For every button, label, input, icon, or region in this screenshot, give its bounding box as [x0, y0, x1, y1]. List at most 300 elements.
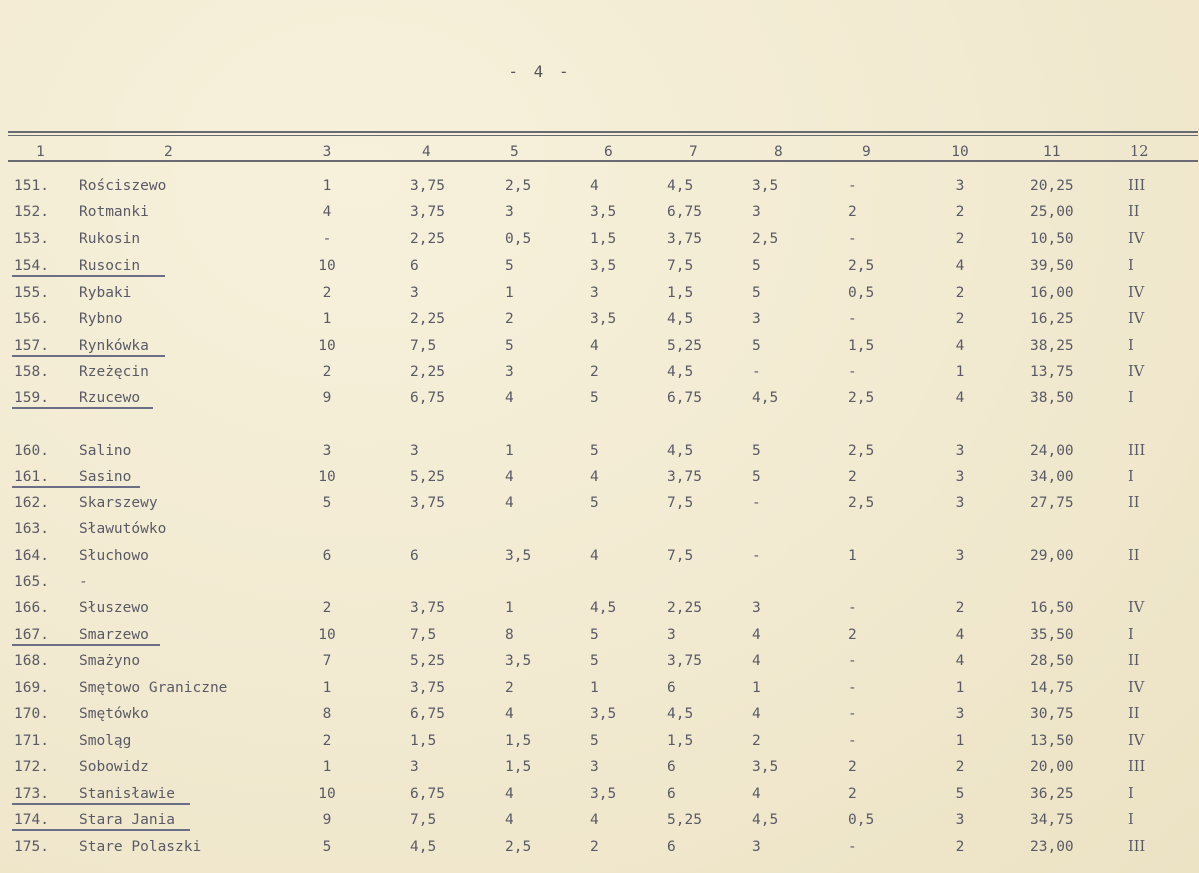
row-number: 153. [14, 231, 49, 247]
place-name: Rościszewo [79, 178, 167, 194]
place-name: Stanisławie [79, 786, 176, 802]
col-7-value: 4,5 [667, 178, 694, 194]
col-5-value: 2,5 [505, 178, 532, 194]
column-header: 2 [164, 144, 173, 160]
col-6-value: 4 [590, 548, 599, 564]
col-10-value: 4 [955, 258, 965, 274]
col-5-value: 3,5 [505, 653, 532, 669]
col-6-value: 3,5 [590, 258, 617, 274]
col-8-value: 5 [752, 285, 761, 301]
col-9-value: 2 [848, 759, 857, 775]
row-underline [12, 829, 190, 831]
col-9-value: 2,5 [848, 258, 875, 274]
col-5-value: 0,5 [505, 231, 532, 247]
row-underline [12, 803, 190, 805]
row-number: 168. [14, 653, 49, 669]
col-10-value: 2 [955, 231, 965, 247]
col-3-value: 1 [322, 311, 332, 327]
col-3-value: 10 [318, 338, 336, 354]
table-row [0, 361, 1199, 385]
row-number: 157. [14, 338, 49, 354]
col-5-value: 2,5 [505, 839, 532, 855]
col-5-value: 4 [505, 706, 514, 722]
col-10-value: 3 [955, 495, 965, 511]
col-6-value: 5 [590, 443, 599, 459]
col-4-value: 5,25 [410, 469, 445, 485]
col-5-value: 4 [505, 812, 514, 828]
table-row [0, 255, 1199, 279]
col-9-value: 1,5 [848, 338, 875, 354]
col-10-value: 1 [955, 733, 965, 749]
table-row [0, 440, 1199, 464]
col-8-value: 3 [752, 204, 761, 220]
col-6-value: 4 [590, 469, 599, 485]
col-4-value: 6,75 [410, 786, 445, 802]
col-3-value: 1 [322, 759, 332, 775]
row-number: 167. [14, 627, 49, 643]
table-row [0, 228, 1199, 252]
column-header: 6 [604, 144, 613, 160]
place-name: Smoląg [79, 733, 132, 749]
col-6-value: 5 [590, 653, 599, 669]
col-8-value: 5 [752, 258, 761, 274]
col-11-total: 38,25 [1030, 338, 1074, 354]
col-9-value: - [848, 311, 857, 327]
place-name: Rzeżęcin [79, 364, 149, 380]
row-number: 156. [14, 311, 49, 327]
col-6-value: 5 [590, 733, 599, 749]
col-8-value: 3,5 [752, 178, 779, 194]
col-7-value: 3 [667, 627, 676, 643]
col-5-value: 8 [505, 627, 514, 643]
col-6-value: 3,5 [590, 311, 617, 327]
place-name: Smętówko [79, 706, 149, 722]
col-8-value: 4 [752, 653, 761, 669]
col-7-value: 1,5 [667, 733, 694, 749]
col-8-value: - [752, 364, 761, 380]
col-11-total: 13,75 [1030, 364, 1074, 380]
col-7-value: 6 [667, 680, 676, 696]
col-6-value: 5 [590, 390, 599, 406]
col-4-value: 4,5 [410, 839, 437, 855]
place-name: Smętowo Graniczne [79, 680, 228, 696]
table-row [0, 783, 1199, 807]
col-7-value: 5,25 [667, 338, 702, 354]
col-9-value: - [848, 839, 857, 855]
col-3-value: - [322, 231, 332, 247]
table-row [0, 466, 1199, 490]
col-10-value: 2 [955, 285, 965, 301]
column-header: 8 [774, 144, 783, 160]
table-row [0, 518, 1199, 542]
col-3-value: 1 [322, 680, 332, 696]
col-4-value: 1,5 [410, 733, 437, 749]
col-9-value: 2 [848, 469, 857, 485]
col-5-value: 1,5 [505, 759, 532, 775]
table-header-rule [8, 160, 1198, 162]
col-6-value: 2 [590, 839, 599, 855]
col-8-value: 4,5 [752, 812, 779, 828]
place-name: Słuszewo [79, 600, 149, 616]
col-3-value: 4 [322, 204, 332, 220]
col-4-value: 3 [410, 285, 419, 301]
col-4-value: 2,25 [410, 231, 445, 247]
place-name: Rybaki [79, 285, 132, 301]
col-4-value: 2,25 [410, 311, 445, 327]
col-6-value: 3,5 [590, 204, 617, 220]
col-10-value: 2 [955, 204, 965, 220]
col-6-value: 4 [590, 812, 599, 828]
col-10-value: 2 [955, 311, 965, 327]
col-10-value: 4 [955, 338, 965, 354]
page-number: - 4 - [508, 62, 572, 81]
col-12-class: I [1128, 338, 1134, 354]
col-3-value: 7 [322, 653, 332, 669]
col-12-class: I [1128, 627, 1134, 643]
col-5-value: 3 [505, 364, 514, 380]
col-6-value: 4,5 [590, 600, 617, 616]
col-6-value: 5 [590, 627, 599, 643]
col-8-value: 5 [752, 443, 761, 459]
col-6-value: 1 [590, 680, 599, 696]
col-8-value: 4 [752, 786, 761, 802]
col-10-value: 1 [955, 680, 965, 696]
col-3-value: 9 [322, 812, 332, 828]
col-9-value: 2 [848, 627, 857, 643]
table-row [0, 492, 1199, 516]
col-3-value: 9 [322, 390, 332, 406]
col-3-value: 2 [322, 285, 332, 301]
col-10-value: 3 [955, 443, 965, 459]
col-6-value: 3 [590, 759, 599, 775]
col-12-class: II [1128, 706, 1140, 722]
col-11-total: 24,00 [1030, 443, 1074, 459]
col-12-class: I [1128, 812, 1134, 828]
col-7-value: 7,5 [667, 258, 694, 274]
col-9-value: 2,5 [848, 443, 875, 459]
row-number: 169. [14, 680, 49, 696]
col-4-value: 7,5 [410, 627, 437, 643]
row-number: 161. [14, 469, 49, 485]
table-row [0, 175, 1199, 199]
col-11-total: 16,25 [1030, 311, 1074, 327]
column-header: 12 [1130, 144, 1149, 160]
col-8-value: 3 [752, 600, 761, 616]
col-12-class: III [1128, 839, 1146, 855]
col-4-value: 3 [410, 443, 419, 459]
col-3-value: 2 [322, 733, 332, 749]
col-5-value: 1,5 [505, 733, 532, 749]
col-11-total: 27,75 [1030, 495, 1074, 511]
col-5-value: 2 [505, 680, 514, 696]
column-header: 3 [322, 144, 332, 160]
col-3-value: 8 [322, 706, 332, 722]
col-5-value: 5 [505, 338, 514, 354]
col-10-value: 5 [955, 786, 965, 802]
row-number: 165. [14, 574, 49, 590]
col-7-value: 3,75 [667, 653, 702, 669]
col-11-total: 14,75 [1030, 680, 1074, 696]
col-11-total: 38,50 [1030, 390, 1074, 406]
col-12-class: II [1128, 653, 1140, 669]
row-number: 171. [14, 733, 49, 749]
col-3-value: 10 [318, 786, 336, 802]
col-12-class: IV [1128, 600, 1145, 616]
col-10-value: 4 [955, 390, 965, 406]
place-name: Stara Jania [79, 812, 176, 828]
col-5-value: 4 [505, 390, 514, 406]
col-9-value: 2 [848, 204, 857, 220]
col-7-value: 7,5 [667, 548, 694, 564]
col-9-value: - [848, 178, 857, 194]
col-10-value: 4 [955, 627, 965, 643]
place-name: Skarszewy [79, 495, 158, 511]
row-number: 154. [14, 258, 49, 274]
col-9-value: 0,5 [848, 285, 875, 301]
col-6-value: 3,5 [590, 706, 617, 722]
col-9-value: - [848, 364, 857, 380]
col-8-value: 4 [752, 706, 761, 722]
row-number: 174. [14, 812, 49, 828]
place-name: Sasino [79, 469, 132, 485]
table-row [0, 677, 1199, 701]
col-12-class: I [1128, 469, 1134, 485]
row-number: 172. [14, 759, 49, 775]
col-7-value: 7,5 [667, 495, 694, 511]
col-11-total: 35,50 [1030, 627, 1074, 643]
col-7-value: 4,5 [667, 706, 694, 722]
place-name: Rynkówka [79, 338, 149, 354]
col-3-value: 3 [322, 443, 332, 459]
col-3-value: 6 [322, 548, 332, 564]
column-header: 10 [951, 144, 969, 160]
col-7-value: 6,75 [667, 204, 702, 220]
col-7-value: 6 [667, 839, 676, 855]
col-12-class: III [1128, 759, 1146, 775]
row-underline [12, 407, 153, 409]
col-7-value: 4,5 [667, 443, 694, 459]
table-row [0, 571, 1199, 595]
col-5-value: 4 [505, 786, 514, 802]
col-8-value: 2,5 [752, 231, 779, 247]
row-number: 173. [14, 786, 49, 802]
col-12-class: IV [1128, 311, 1145, 327]
col-3-value: 5 [322, 839, 332, 855]
col-10-value: 3 [955, 548, 965, 564]
place-name: Rybno [79, 311, 123, 327]
col-5-value: 5 [505, 258, 514, 274]
col-11-total: 10,50 [1030, 231, 1074, 247]
col-12-class: II [1128, 204, 1140, 220]
table-row [0, 836, 1199, 860]
place-name: Rusocin [79, 258, 141, 274]
col-9-value: - [848, 680, 857, 696]
col-4-value: 3,75 [410, 495, 445, 511]
col-11-total: 39,50 [1030, 258, 1074, 274]
col-4-value: 3,75 [410, 178, 445, 194]
col-7-value: 4,5 [667, 311, 694, 327]
col-12-class: I [1128, 786, 1134, 802]
place-name: - [79, 574, 88, 590]
table-row [0, 201, 1199, 225]
col-12-class: IV [1128, 285, 1145, 301]
col-5-value: 1 [505, 285, 514, 301]
row-number: 159. [14, 390, 49, 406]
col-4-value: 6 [410, 548, 419, 564]
col-11-total: 23,00 [1030, 839, 1074, 855]
col-3-value: 5 [322, 495, 332, 511]
table-row [0, 730, 1199, 754]
row-number: 162. [14, 495, 49, 511]
col-4-value: 5,25 [410, 653, 445, 669]
col-10-value: 2 [955, 759, 965, 775]
col-6-value: 5 [590, 495, 599, 511]
col-12-class: III [1128, 178, 1146, 194]
row-number: 163. [14, 521, 49, 537]
row-underline [12, 355, 165, 357]
col-7-value: 2,25 [667, 600, 702, 616]
place-name: Smażyno [79, 653, 141, 669]
col-5-value: 1 [505, 443, 514, 459]
column-header: 1 [36, 144, 45, 160]
col-6-value: 4 [590, 178, 599, 194]
col-8-value: 5 [752, 469, 761, 485]
col-10-value: 2 [955, 600, 965, 616]
place-name: Sobowidz [79, 759, 149, 775]
col-11-total: 16,50 [1030, 600, 1074, 616]
col-4-value: 3 [410, 759, 419, 775]
col-12-class: IV [1128, 733, 1145, 749]
col-8-value: 5 [752, 338, 761, 354]
row-number: 158. [14, 364, 49, 380]
col-10-value: 3 [955, 706, 965, 722]
col-8-value: 4 [752, 627, 761, 643]
col-4-value: 6 [410, 258, 419, 274]
col-4-value: 7,5 [410, 812, 437, 828]
col-12-class: II [1128, 548, 1140, 564]
col-7-value: 3,75 [667, 469, 702, 485]
row-number: 175. [14, 839, 49, 855]
table-row [0, 597, 1199, 621]
row-underline [12, 486, 140, 488]
table-row [0, 756, 1199, 780]
col-3-value: 10 [318, 627, 336, 643]
col-11-total: 20,25 [1030, 178, 1074, 194]
row-underline [12, 644, 160, 646]
row-number: 152. [14, 204, 49, 220]
col-8-value: 2 [752, 733, 761, 749]
col-3-value: 1 [322, 178, 332, 194]
table-top-rule-thin [8, 135, 1198, 136]
column-header: 5 [510, 144, 519, 160]
col-5-value: 4 [505, 495, 514, 511]
col-12-class: I [1128, 258, 1134, 274]
table-row [0, 282, 1199, 306]
row-number: 160. [14, 443, 49, 459]
col-4-value: 7,5 [410, 338, 437, 354]
col-10-value: 2 [955, 839, 965, 855]
column-header: 7 [689, 144, 698, 160]
place-name: Rzucewo [79, 390, 141, 406]
table-row [0, 703, 1199, 727]
col-7-value: 1,5 [667, 285, 694, 301]
col-12-class: III [1128, 443, 1146, 459]
col-11-total: 36,25 [1030, 786, 1074, 802]
table-row [0, 650, 1199, 674]
table-row [0, 545, 1199, 569]
column-header: 9 [862, 144, 871, 160]
col-8-value: - [752, 548, 761, 564]
col-8-value: 4,5 [752, 390, 779, 406]
row-number: 170. [14, 706, 49, 722]
col-9-value: - [848, 733, 857, 749]
col-11-total: 34,00 [1030, 469, 1074, 485]
col-3-value: 10 [318, 258, 336, 274]
row-underline [12, 275, 165, 277]
row-number: 155. [14, 285, 49, 301]
col-9-value: 2,5 [848, 495, 875, 511]
col-5-value: 1 [505, 600, 514, 616]
row-number: 151. [14, 178, 49, 194]
col-4-value: 3,75 [410, 204, 445, 220]
col-6-value: 3,5 [590, 786, 617, 802]
col-4-value: 6,75 [410, 390, 445, 406]
column-header: 11 [1043, 144, 1061, 160]
col-11-total: 34,75 [1030, 812, 1074, 828]
col-11-total: 20,00 [1030, 759, 1074, 775]
col-8-value: 1 [752, 680, 761, 696]
col-8-value: - [752, 495, 761, 511]
col-11-total: 25,00 [1030, 204, 1074, 220]
col-6-value: 1,5 [590, 231, 617, 247]
col-9-value: - [848, 600, 857, 616]
col-4-value: 2,25 [410, 364, 445, 380]
place-name: Rukosin [79, 231, 141, 247]
col-12-class: I [1128, 390, 1134, 406]
col-11-total: 16,00 [1030, 285, 1074, 301]
col-10-value: 3 [955, 469, 965, 485]
col-8-value: 3 [752, 839, 761, 855]
table-row [0, 624, 1199, 648]
place-name: Smarzewo [79, 627, 149, 643]
col-4-value: 3,75 [410, 680, 445, 696]
col-6-value: 3 [590, 285, 599, 301]
col-7-value: 5,25 [667, 812, 702, 828]
col-10-value: 4 [955, 653, 965, 669]
col-8-value: 3,5 [752, 759, 779, 775]
col-5-value: 2 [505, 311, 514, 327]
col-3-value: 10 [318, 469, 336, 485]
place-name: Rotmanki [79, 204, 149, 220]
place-name: Sławutówko [79, 521, 167, 537]
place-name: Stare Polaszki [79, 839, 202, 855]
col-11-total: 13,50 [1030, 733, 1074, 749]
table-row [0, 335, 1199, 359]
col-12-class: II [1128, 495, 1140, 511]
col-4-value: 6,75 [410, 706, 445, 722]
row-number: 166. [14, 600, 49, 616]
table-top-rule [8, 131, 1198, 133]
col-10-value: 3 [955, 178, 965, 194]
col-3-value: 2 [322, 364, 332, 380]
col-9-value: - [848, 653, 857, 669]
col-5-value: 3 [505, 204, 514, 220]
col-9-value: - [848, 706, 857, 722]
col-10-value: 3 [955, 812, 965, 828]
col-3-value: 2 [322, 600, 332, 616]
table-row [0, 308, 1199, 332]
col-8-value: 3 [752, 311, 761, 327]
